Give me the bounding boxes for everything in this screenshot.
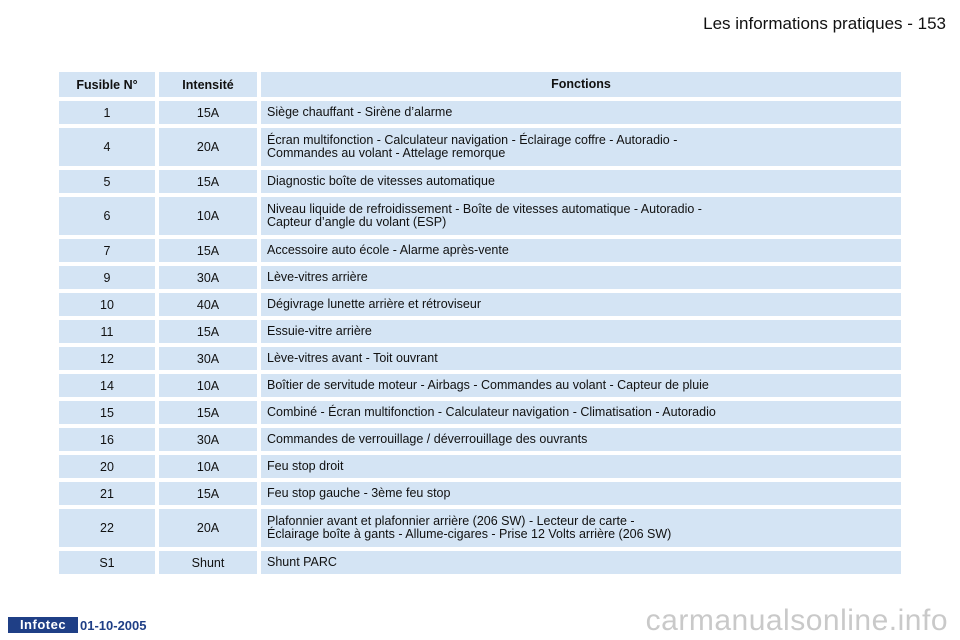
functions-line: Essuie-vitre arrière [267,324,372,338]
footer-date: 01-10-2005 [80,618,147,633]
column-header-fuse-number: Fusible N° [59,72,159,97]
intensity-cell: 15A [159,170,261,193]
functions-line: Feu stop gauche - 3ème feu stop [267,486,451,500]
functions-cell [261,293,901,316]
table-row [59,551,901,574]
intensity-cell: Shunt [159,551,261,574]
functions-cell [261,455,901,478]
table-row [59,239,901,262]
watermark: carmanualsonline.info [645,604,948,637]
fuse-number-cell: 10 [59,293,159,316]
functions-line: Combiné - Écran multifonction - Calculateur navigation - Climatisation - Autoradio [267,405,716,419]
fuse-number-cell: 6 [59,197,159,235]
functions-line: Feu stop droit [267,459,344,473]
intensity-cell: 30A [159,428,261,451]
functions-line: Capteur d’angle du volant (ESP) [267,215,447,229]
column-header-functions: Fonctions [261,72,901,97]
functions-cell [261,266,901,289]
fuse-number-cell: 7 [59,239,159,262]
table-row [59,101,901,124]
infotec-logo: Infotec [8,617,78,633]
functions-line: Éclairage boîte à gants - Allume-cigares - Prise 12 Volts arrière (206 SW) [267,527,672,541]
functions-line: Boîtier de servitude moteur - Airbags - Commandes au volant - Capteur de pluie [267,378,709,392]
intensity-cell: 10A [159,455,261,478]
column-header-intensity: Intensité [159,72,261,97]
intensity-cell: 30A [159,347,261,370]
table-row [59,401,901,424]
fuse-number-cell: 12 [59,347,159,370]
functions-cell [261,101,901,124]
fuse-number-cell: 11 [59,320,159,343]
fuse-number-cell: 21 [59,482,159,505]
fuse-number-cell: 16 [59,428,159,451]
intensity-cell: 30A [159,266,261,289]
functions-line: Commandes de verrouillage / déverrouillage des ouvrants [267,432,588,446]
table-row [59,509,901,547]
intensity-cell: 10A [159,197,261,235]
intensity-cell: 40A [159,293,261,316]
table-row [59,374,901,397]
table-row [59,128,901,166]
functions-line: Écran multifonction - Calculateur navigation - Éclairage coffre - Autoradio - [267,133,678,147]
table-row [59,197,901,235]
intensity-cell: 15A [159,101,261,124]
functions-cell [261,128,901,166]
functions-line: Dégivrage lunette arrière et rétroviseur [267,297,481,311]
functions-cell [261,509,901,547]
fuse-number-cell: 4 [59,128,159,166]
table-row [59,428,901,451]
fuse-number-cell: 20 [59,455,159,478]
intensity-cell: 15A [159,239,261,262]
functions-line: Diagnostic boîte de vitesses automatique [267,174,495,188]
intensity-cell: 15A [159,401,261,424]
functions-cell [261,374,901,397]
intensity-cell: 15A [159,320,261,343]
table-row [59,455,901,478]
fuse-number-cell: 15 [59,401,159,424]
functions-line: Lève-vitres arrière [267,270,368,284]
functions-cell [261,320,901,343]
fuse-number-cell: 5 [59,170,159,193]
fuse-table [59,68,901,578]
table-row [59,482,901,505]
fuse-number-cell: 22 [59,509,159,547]
functions-line: Plafonnier avant et plafonnier arrière (206 SW) - Lecteur de carte - [267,514,635,528]
table-row [59,347,901,370]
fuse-number-cell: 1 [59,101,159,124]
functions-cell [261,401,901,424]
intensity-cell: 10A [159,374,261,397]
functions-cell [261,551,901,574]
intensity-cell: 20A [159,509,261,547]
functions-cell [261,347,901,370]
page-title: Les informations pratiques - 153 [703,14,946,33]
table-row [59,170,901,193]
functions-cell [261,197,901,235]
fuse-number-cell: 9 [59,266,159,289]
functions-cell [261,428,901,451]
intensity-cell: 20A [159,128,261,166]
functions-cell [261,170,901,193]
intensity-cell: 15A [159,482,261,505]
functions-line: Lève-vitres avant - Toit ouvrant [267,351,438,365]
table-row [59,320,901,343]
functions-line: Siège chauffant - Sirène d’alarme [267,105,453,119]
table-row [59,266,901,289]
table-header-row [59,72,901,97]
table-row [59,293,901,316]
fuse-number-cell: 14 [59,374,159,397]
functions-cell [261,482,901,505]
functions-line: Accessoire auto école - Alarme après-vente [267,243,509,257]
fuse-number-cell: S1 [59,551,159,574]
functions-line: Niveau liquide de refroidissement - Boîte de vitesses automatique - Autoradio - [267,202,702,216]
functions-line: Shunt PARC [267,555,337,569]
functions-cell [261,239,901,262]
functions-line: Commandes au volant - Attelage remorque [267,146,506,160]
